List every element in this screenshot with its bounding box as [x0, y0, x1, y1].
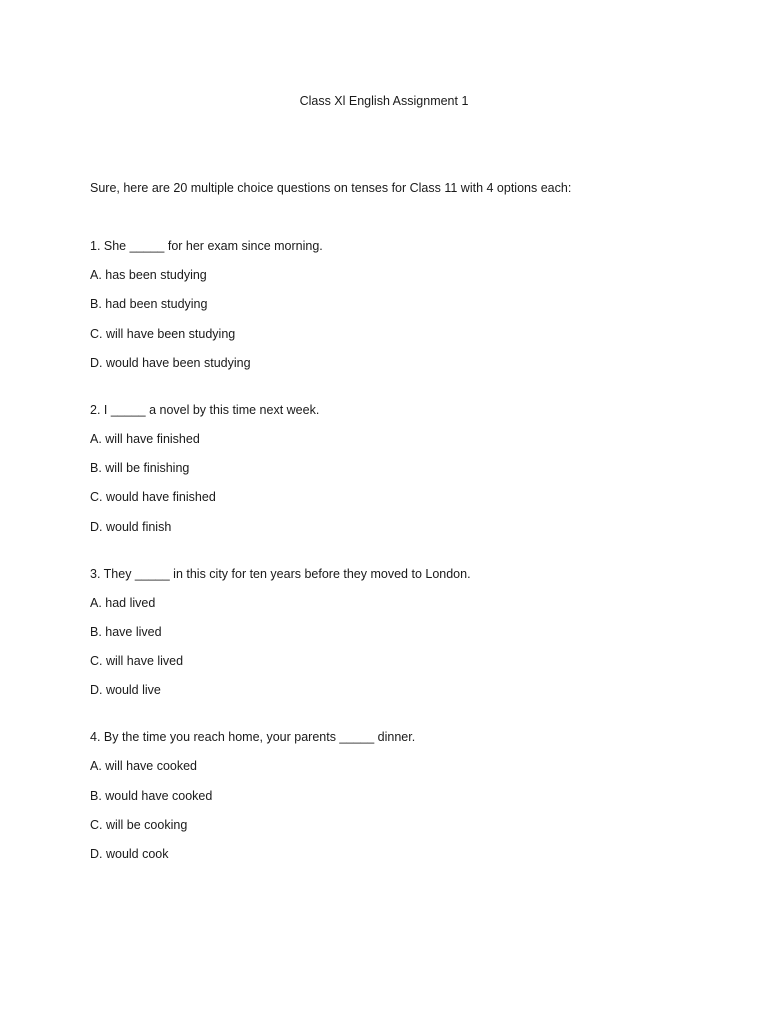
document-title: Class Xl English Assignment 1	[299, 94, 469, 108]
question-stem: 2. I _____ a novel by this time next week.	[90, 402, 320, 417]
option-a: A. had lived	[90, 595, 156, 610]
option-c: C. will have lived	[90, 654, 184, 669]
intro-text: Sure, here are 20 multiple choice questions on tenses for Class 11 with 4 options each:	[90, 181, 572, 195]
question-stem: 1. She _____ for her exam since morning.	[90, 239, 323, 253]
option-b: B. would have cooked	[90, 788, 213, 803]
question-1	[90, 237, 710, 372]
question-3	[90, 565, 710, 700]
option-a: A. will have finished	[90, 431, 200, 446]
option-a: A. will have cooked	[90, 759, 198, 774]
option-c: C. would have finished	[90, 490, 216, 505]
question-4	[90, 728, 710, 863]
option-c: C. will have been studying	[90, 326, 236, 341]
option-d: D. would finish	[90, 519, 172, 534]
question-2	[90, 401, 710, 536]
question-stem: 3. They _____ in this city for ten years before they moved to London.	[90, 566, 471, 581]
option-b: B. will be finishing	[90, 461, 190, 476]
question-list	[90, 237, 710, 892]
option-d: D. would have been studying	[90, 355, 251, 370]
question-stem: 4. By the time you reach home, your parents _____ dinner.	[90, 730, 416, 745]
option-c: C. will be cooking	[90, 817, 188, 832]
option-b: B. have lived	[90, 624, 162, 639]
option-a: A. has been studying	[90, 268, 207, 283]
option-b: B. had been studying	[90, 297, 208, 312]
option-d: D. would live	[90, 683, 161, 698]
option-d: D. would cook	[90, 847, 169, 861]
